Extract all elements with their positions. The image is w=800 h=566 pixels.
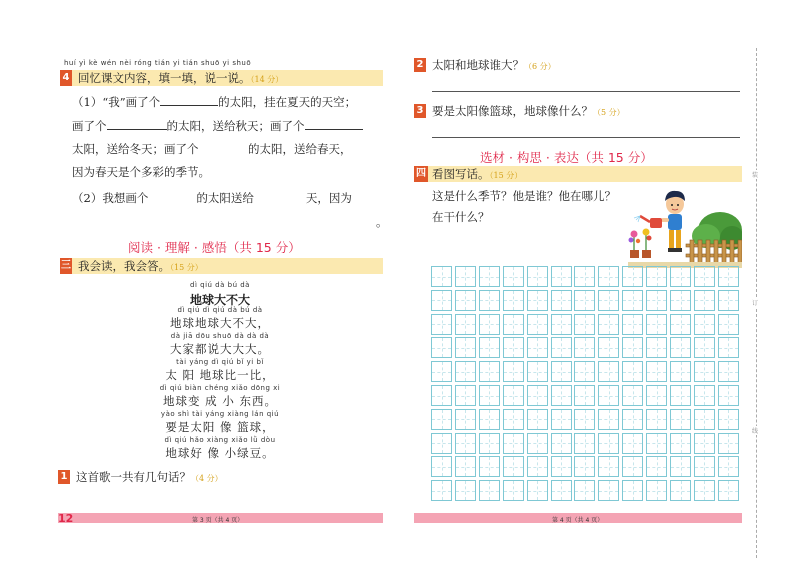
grid-cell[interactable] (694, 480, 715, 501)
boy-watering-flowers-illustration (628, 184, 742, 268)
q4-line-3 (72, 144, 352, 156)
grid-cell[interactable] (694, 385, 715, 406)
q2-points: （6 分） (524, 62, 556, 71)
grid-cell[interactable] (527, 480, 548, 501)
poem-title-pinyin: dì qiú dà bú dà (190, 281, 250, 289)
grid-cell[interactable] (598, 266, 619, 287)
poem-line-pinyin: dà jiā dōu shuō dà dà dà (170, 332, 270, 340)
grid-cell[interactable] (503, 456, 524, 477)
grid-cell[interactable] (527, 314, 548, 335)
grid-cell[interactable] (431, 433, 452, 454)
grid-cell[interactable] (479, 266, 500, 287)
grid-cell[interactable] (694, 290, 715, 311)
poem-line-pinyin: yào shì tài yáng xiàng lán qiú (160, 410, 280, 418)
s4-title (432, 169, 522, 181)
grid-cell[interactable] (598, 385, 619, 406)
grid-cell[interactable] (503, 385, 524, 406)
s4-prompt-1: 这是什么季节？他是谁？他在哪儿？ (432, 189, 616, 203)
grid-cell[interactable] (718, 409, 739, 430)
right-footer-text: 第 4 页（共 4 页） (552, 517, 604, 524)
grid-cell[interactable] (694, 266, 715, 287)
q4-title (78, 73, 283, 85)
grid-cell[interactable] (646, 456, 667, 477)
poem-line: 地球好 像 小绿豆。 (165, 446, 275, 460)
grid-cell[interactable] (646, 337, 667, 358)
grid-cell[interactable] (670, 314, 691, 335)
grid-cell[interactable] (574, 290, 595, 311)
grid-cell[interactable] (455, 456, 476, 477)
q1-text: 这首歌一共有几句话？ (76, 470, 191, 484)
q4-l5-text-a: （2）我想画个 (72, 191, 149, 205)
grid-cell[interactable] (574, 361, 595, 382)
grid-cell[interactable] (622, 337, 643, 358)
s4-title-text: 看图写话。 (432, 167, 490, 181)
grid-cell[interactable] (574, 480, 595, 501)
grid-cell[interactable] (574, 314, 595, 335)
grid-cell[interactable] (598, 456, 619, 477)
grid-cell[interactable] (455, 409, 476, 430)
q4-line-5 (72, 193, 352, 205)
grid-cell[interactable] (527, 337, 548, 358)
q4-l1-text-a: （1）“我”画了个 (72, 95, 161, 109)
poem-line: 太 阳 地球比一比， (165, 368, 275, 382)
binding-label-3: 线 (752, 428, 759, 435)
grid-cell[interactable] (455, 337, 476, 358)
grid-cell[interactable] (455, 385, 476, 406)
section-reading-heading: 阅读 · 理解 · 感悟（共 15 分） (128, 240, 301, 255)
grid-cell[interactable] (527, 290, 548, 311)
q2-question (432, 60, 556, 72)
grid-cell[interactable] (503, 266, 524, 287)
grid-cell[interactable] (479, 433, 500, 454)
binding-label-2: 订 (752, 300, 759, 307)
s3-title-text: 我会读，我会答。 (78, 259, 170, 273)
grid-cell[interactable] (598, 433, 619, 454)
grid-cell[interactable] (503, 314, 524, 335)
poem-line: 要是太阳 像 篮球， (165, 420, 275, 434)
grid-cell[interactable] (479, 385, 500, 406)
q4-l3-text-b: 的太阳，送给春天， (248, 142, 352, 156)
grid-cell[interactable] (622, 480, 643, 501)
section-writing-heading: 选材 · 构思 · 表达（共 15 分） (480, 150, 653, 165)
left-footer-text: 第 3 页（共 4 页） (192, 517, 244, 524)
grid-cell[interactable] (718, 433, 739, 454)
grid-cell[interactable] (622, 290, 643, 311)
grid-cell[interactable] (527, 456, 548, 477)
grid-cell[interactable] (479, 361, 500, 382)
grid-cell[interactable] (574, 433, 595, 454)
grid-cell[interactable] (503, 433, 524, 454)
grid-cell[interactable] (551, 433, 572, 454)
s3-points: （15 分） (170, 263, 203, 272)
q3-answer-line[interactable] (432, 137, 740, 138)
grid-cell[interactable] (551, 480, 572, 501)
grid-cell[interactable] (694, 456, 715, 477)
grid-cell[interactable] (718, 290, 739, 311)
q4-l1-text-b: 的太阳，挂在夏天的天空； (218, 95, 357, 109)
grid-cell[interactable] (503, 290, 524, 311)
q2-answer-line[interactable] (432, 91, 740, 92)
grid-cell[interactable] (598, 290, 619, 311)
poem-line-pinyin: dì qiú biàn chéng xiǎo dōng xi (159, 384, 281, 392)
grid-cell[interactable] (431, 290, 452, 311)
grid-cell[interactable] (646, 480, 667, 501)
q2-number: 2 (414, 58, 426, 72)
s3-number: 三 (60, 258, 72, 274)
grid-cell[interactable] (622, 385, 643, 406)
blank-winter[interactable] (305, 120, 363, 130)
grid-cell[interactable] (694, 337, 715, 358)
grid-cell[interactable] (479, 337, 500, 358)
grid-cell[interactable] (718, 361, 739, 382)
s4-number: 四 (414, 166, 428, 182)
grid-cell[interactable] (551, 314, 572, 335)
grid-cell[interactable] (670, 480, 691, 501)
q3-number: 3 (414, 104, 426, 118)
grid-cell[interactable] (431, 361, 452, 382)
grid-cell[interactable] (718, 337, 739, 358)
grid-cell[interactable] (694, 433, 715, 454)
grid-cell[interactable] (622, 314, 643, 335)
q4-l3-text-a: 太阳，送给冬天；画了个 (72, 142, 199, 156)
grid-cell[interactable] (622, 433, 643, 454)
grid-cell[interactable] (670, 385, 691, 406)
grid-cell[interactable] (479, 409, 500, 430)
q3-text: 要是太阳像篮球，地球像什么？ (432, 104, 593, 118)
grid-cell[interactable] (551, 385, 572, 406)
grid-cell[interactable] (431, 409, 452, 430)
grid-cell[interactable] (527, 266, 548, 287)
grid-cell[interactable] (479, 290, 500, 311)
grid-cell[interactable] (551, 290, 572, 311)
grid-cell[interactable] (455, 290, 476, 311)
grid-cell[interactable] (646, 433, 667, 454)
q4-l5-text-c: 天，因为 (305, 191, 352, 205)
grid-cell[interactable] (646, 314, 667, 335)
q4-line-2 (72, 120, 363, 133)
grid-cell[interactable] (431, 314, 452, 335)
grid-cell[interactable] (574, 456, 595, 477)
grid-cell[interactable] (670, 361, 691, 382)
binding-label-1: 装 (752, 172, 759, 179)
poem-line: 地球变 成 小 东西。 (163, 394, 277, 408)
grid-cell[interactable] (622, 266, 643, 287)
grid-cell[interactable] (527, 361, 548, 382)
poem-line: 地球地球大不大， (170, 316, 270, 330)
q3-points: （5 分） (593, 108, 625, 117)
grid-cell[interactable] (718, 456, 739, 477)
watering-can (634, 216, 662, 228)
q4-line-6: 。 (376, 215, 388, 229)
grid-cell[interactable] (670, 266, 691, 287)
grid-cell[interactable] (503, 480, 524, 501)
grid-cell[interactable] (551, 266, 572, 287)
grid-cell[interactable] (479, 456, 500, 477)
poem-line-pinyin: tài yáng dì qiú bǐ yi bǐ (176, 358, 264, 366)
s4-points: （15 分） (489, 171, 523, 180)
q4-l2-text-a: 画了个 (72, 119, 107, 133)
grid-cell[interactable] (694, 314, 715, 335)
grid-cell[interactable] (646, 266, 667, 287)
grid-cell[interactable] (670, 409, 691, 430)
q4-points: （14 分） (250, 75, 284, 84)
grid-cell[interactable] (455, 314, 476, 335)
fence (686, 240, 742, 264)
grid-cell[interactable] (598, 409, 619, 430)
grid-cell[interactable] (503, 409, 524, 430)
grid-cell[interactable] (551, 409, 572, 430)
q1-points: （4 分） (191, 474, 223, 483)
grid-cell[interactable] (646, 385, 667, 406)
grid-cell[interactable] (646, 361, 667, 382)
q3-question (432, 106, 625, 118)
q2-text: 太阳和地球谁大？ (432, 58, 524, 72)
grid-cell[interactable] (431, 385, 452, 406)
grid-cell[interactable] (503, 337, 524, 358)
grid-cell[interactable] (646, 409, 667, 430)
s3-title (78, 261, 203, 273)
grid-cell[interactable] (551, 337, 572, 358)
grid-cell[interactable] (718, 480, 739, 501)
grid-cell[interactable] (694, 361, 715, 382)
q4-line-1 (72, 96, 356, 109)
grid-cell[interactable] (503, 361, 524, 382)
grid-cell[interactable] (598, 314, 619, 335)
grid-cell[interactable] (574, 409, 595, 430)
grid-cell[interactable] (694, 409, 715, 430)
grid-cell[interactable] (527, 433, 548, 454)
grid-cell[interactable] (598, 337, 619, 358)
grid-cell[interactable] (455, 433, 476, 454)
grid-cell[interactable] (622, 361, 643, 382)
grid-cell[interactable] (718, 314, 739, 335)
grid-cell[interactable] (479, 314, 500, 335)
poem-line-pinyin: dì qiú hǎo xiàng xiǎo lǜ dòu (164, 436, 276, 444)
boy (661, 191, 685, 252)
writing-grid[interactable] (431, 266, 742, 504)
q4-line-4: 因为春天是个多彩的季节。 (72, 165, 210, 179)
grid-cell[interactable] (622, 409, 643, 430)
grid-cell[interactable] (551, 361, 572, 382)
grid-cell[interactable] (670, 456, 691, 477)
poem-line-pinyin: dì qiú dì qiú dà bú dà (177, 306, 263, 314)
blank-autumn[interactable] (107, 120, 167, 130)
grid-cell[interactable] (431, 337, 452, 358)
poem-line: 大家都说大大大。 (170, 342, 270, 356)
grid-cell[interactable] (622, 456, 643, 477)
q4-pinyin: huí yì kè wén nèi róng tián yi tián shuō yi shuō (64, 59, 252, 67)
grid-cell[interactable] (670, 337, 691, 358)
grid-cell[interactable] (431, 456, 452, 477)
grid-cell[interactable] (574, 385, 595, 406)
grid-cell[interactable] (574, 337, 595, 358)
grid-cell[interactable] (455, 266, 476, 287)
s4-prompt-2: 在干什么？ (432, 210, 490, 224)
grid-cell[interactable] (431, 266, 452, 287)
grid-cell[interactable] (646, 290, 667, 311)
q1-question (76, 472, 223, 484)
grid-cell[interactable] (670, 433, 691, 454)
q4-l5-text-b: 的太阳送给 (196, 191, 254, 205)
grid-cell[interactable] (598, 361, 619, 382)
flower-pots (629, 229, 652, 259)
grid-cell[interactable] (718, 266, 739, 287)
grid-cell[interactable] (431, 480, 452, 501)
grid-cell[interactable] (527, 385, 548, 406)
q1-number: 1 (58, 470, 70, 484)
grid-cell[interactable] (574, 266, 595, 287)
q4-title-text: 回忆课文内容，填一填，说一说。 (78, 71, 251, 85)
grid-cell[interactable] (455, 361, 476, 382)
grid-cell[interactable] (551, 456, 572, 477)
grid-cell[interactable] (598, 480, 619, 501)
blank-summer[interactable] (160, 96, 218, 106)
page-number: 12 (58, 512, 74, 525)
grid-cell[interactable] (455, 480, 476, 501)
poem-title: 地球大不大 (189, 293, 250, 307)
q4-l2-text-b: 的太阳，送给秋天；画了个 (166, 119, 305, 133)
grid-cell[interactable] (527, 409, 548, 430)
grid-cell[interactable] (718, 385, 739, 406)
grid-cell[interactable] (670, 290, 691, 311)
grid-cell[interactable] (479, 480, 500, 501)
q4-number: 4 (60, 70, 72, 86)
